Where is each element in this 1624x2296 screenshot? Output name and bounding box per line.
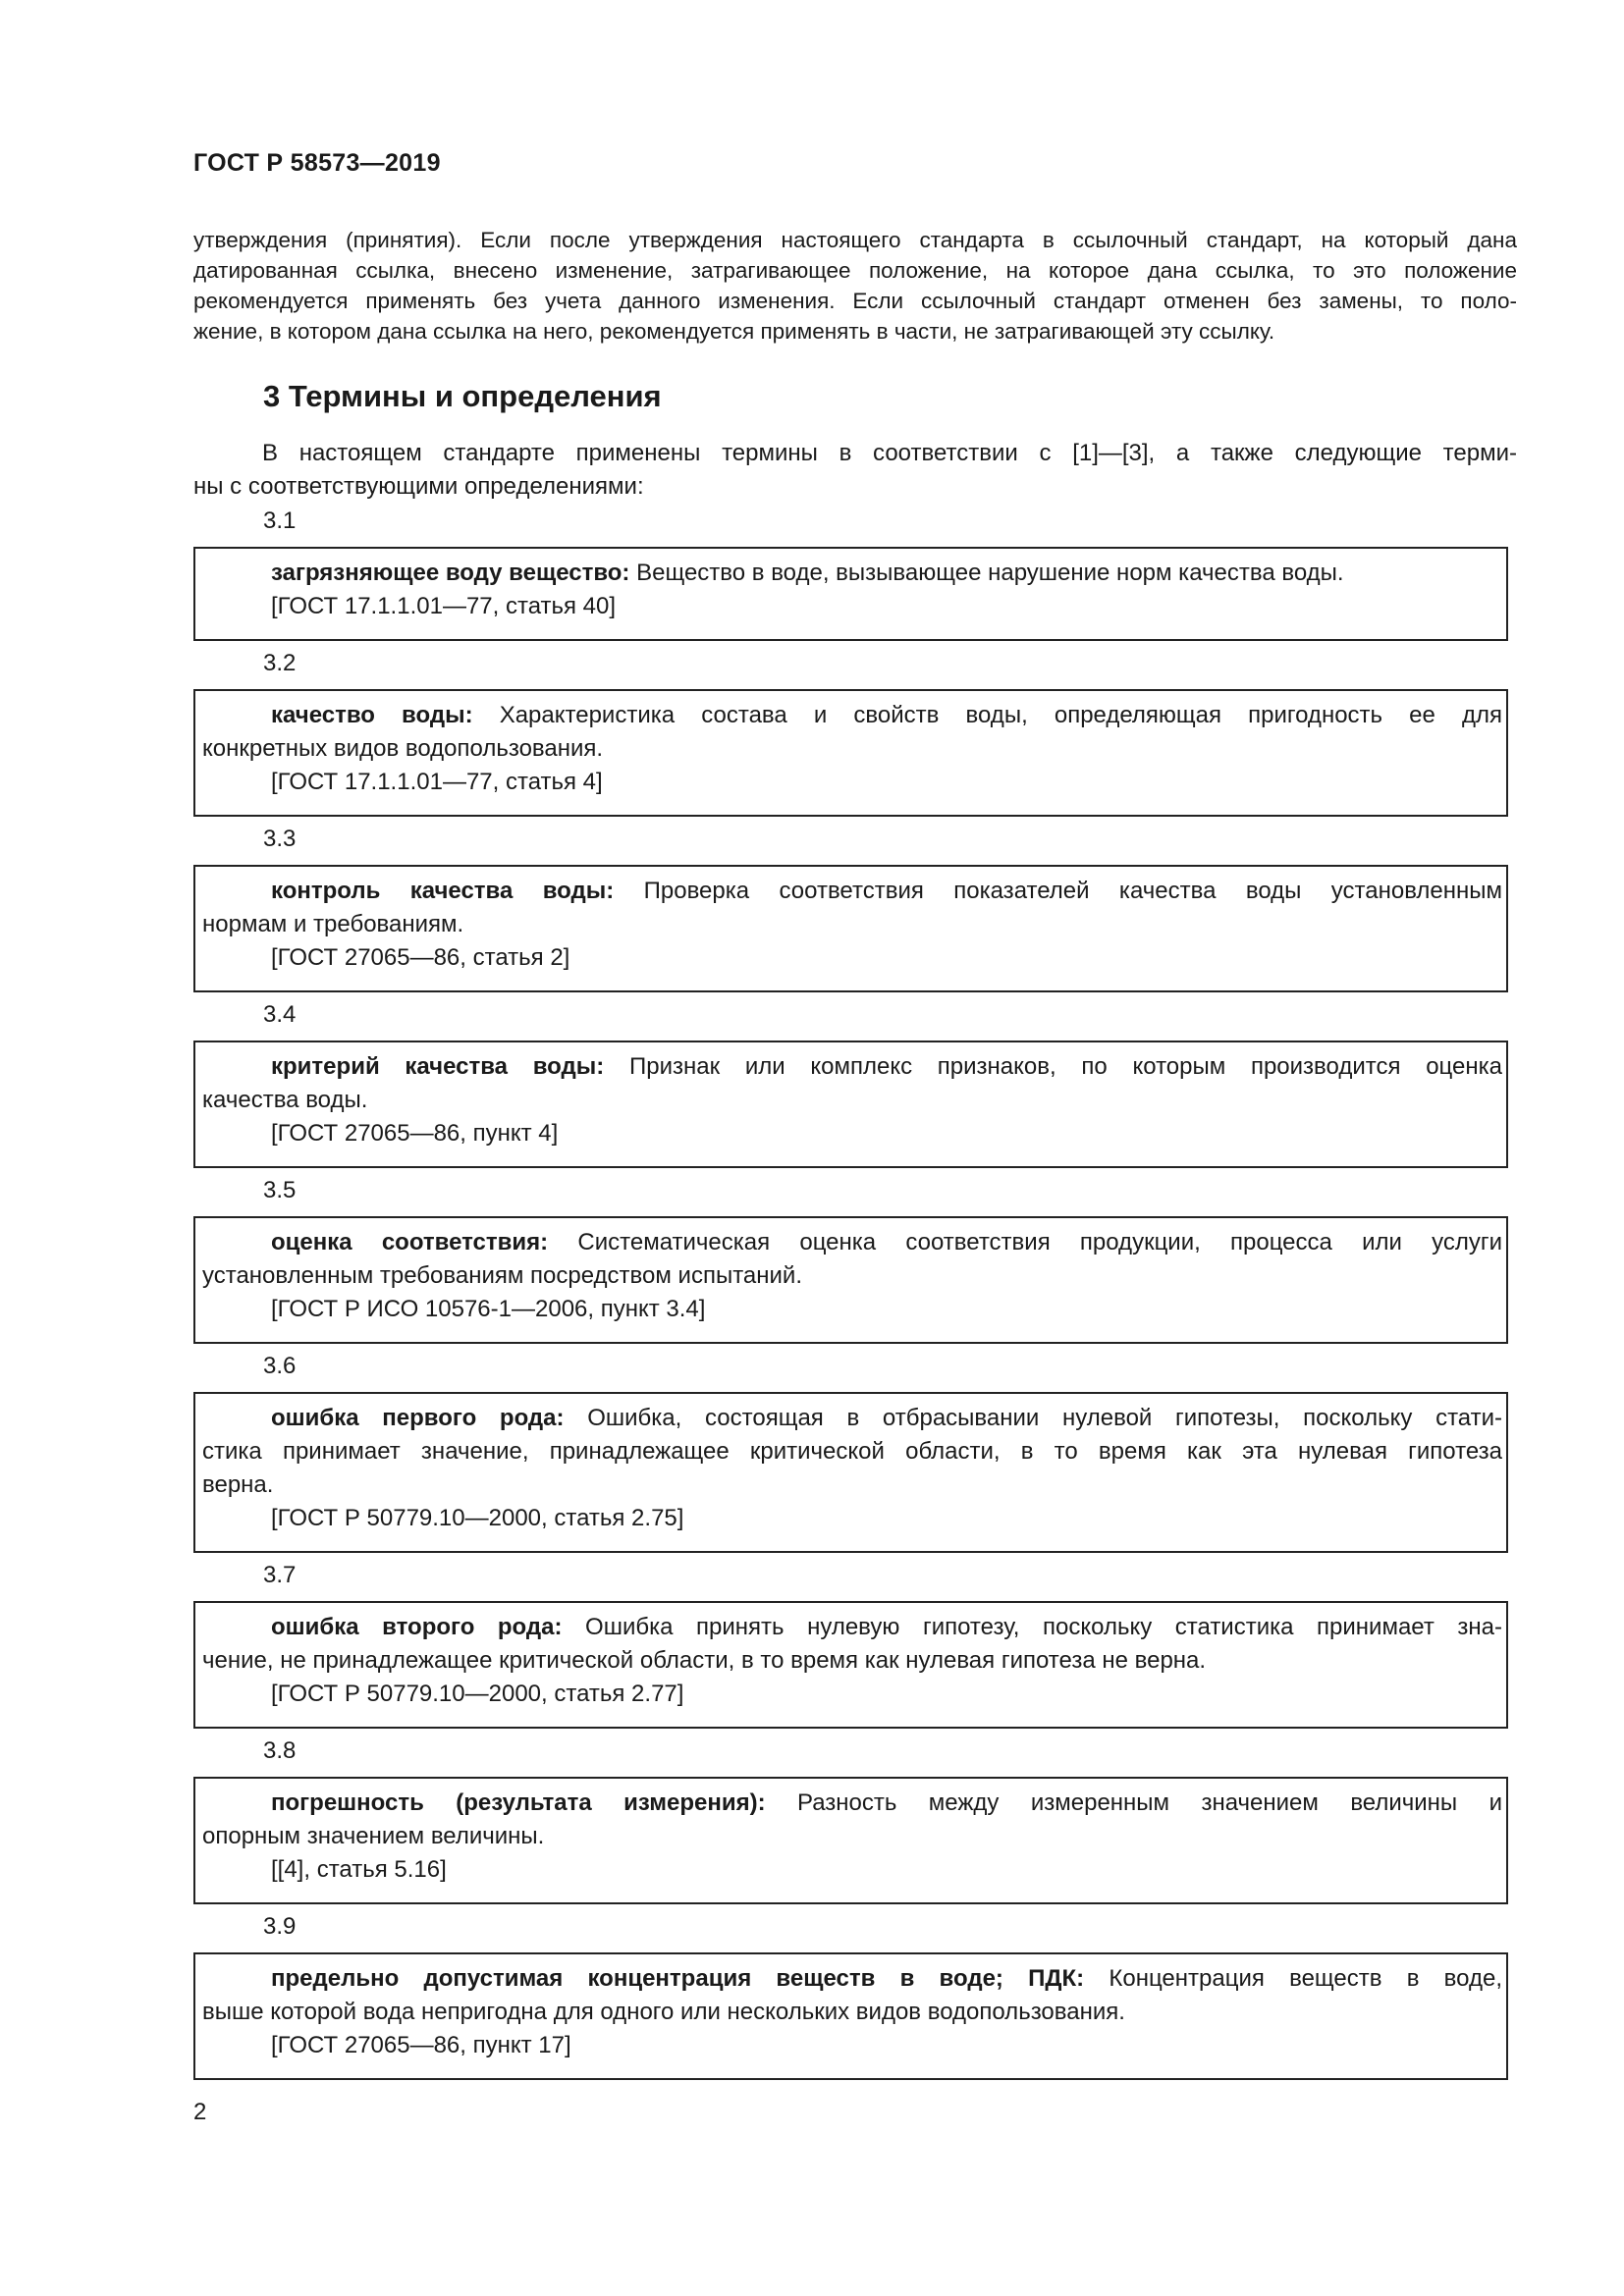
term-name: качество воды: xyxy=(271,702,473,728)
definition-line xyxy=(202,1050,1502,1084)
term-source: [ГОСТ Р 50779.10—2000, статья 2.75] xyxy=(271,1505,684,1531)
document-header-id: ГОСТ Р 58573—2019 xyxy=(193,149,441,177)
definition-line xyxy=(202,875,1502,908)
text-line: жение, в котором дана ссылка на него, рекомендуется применять в части, не затрагивающей эту ссылку. xyxy=(193,319,1275,344)
definition-line: верна. xyxy=(202,1471,274,1498)
term-definition-box xyxy=(193,547,1508,641)
term-number: 3.4 xyxy=(263,1001,297,1028)
definition-text: Ошибка принять нулевую гипотезу, поскольку статистика принимает зна- xyxy=(562,1614,1502,1640)
carryover-paragraph xyxy=(193,225,1517,347)
term-source: [[4], статья 5.16] xyxy=(271,1856,447,1883)
term-name: критерий качества воды: xyxy=(271,1053,605,1080)
term-definition-box xyxy=(193,865,1508,992)
term-name: загрязняющее воду вещество: xyxy=(271,560,630,586)
term-number: 3.6 xyxy=(263,1353,297,1379)
term-definition-box xyxy=(193,1392,1508,1553)
definition-line: стика принимает значение, принадлежащее критической области, в то время как эта нулевая гипотеза xyxy=(202,1438,1502,1465)
term-source: [ГОСТ 27065—86, статья 2] xyxy=(271,944,570,971)
definition-text: Ошибка, состоящая в отбрасывании нулевой гипотезы, поскольку стати- xyxy=(564,1405,1502,1431)
term-number: 3.9 xyxy=(263,1913,297,1940)
definition-line xyxy=(202,1962,1502,1996)
term-name: предельно допустимая концентрация веществ в воде; xyxy=(271,1965,1003,1992)
term-source: [ГОСТ 27065—86, пункт 4] xyxy=(271,1120,559,1147)
term-number: 3.3 xyxy=(263,826,297,852)
definition-text: Признак или комплекс признаков, по которым производится оценка xyxy=(604,1053,1503,1080)
definition-line xyxy=(202,1787,1502,1820)
definition-text: Разность между измеренным значением величины и xyxy=(765,1789,1502,1816)
text-line: рекомендуется применять без учета данного изменения. Если ссылочный стандарт отменен без замены, то поло- xyxy=(193,289,1517,313)
term-name: оценка соответствия: xyxy=(271,1229,549,1255)
definition-text: Систематическая оценка соответствия продукции, процесса или услуги xyxy=(548,1229,1502,1255)
term-source: [ГОСТ Р ИСО 10576-1—2006, пункт 3.4] xyxy=(271,1296,706,1322)
term-source: [ГОСТ 27065—86, пункт 17] xyxy=(271,2032,571,2058)
section-title: 3 Термины и определения xyxy=(263,379,662,413)
term-name: контроль качества воды: xyxy=(271,878,615,904)
definition-line xyxy=(202,1611,1502,1644)
definition-line xyxy=(202,1226,1502,1259)
term-number: 3.2 xyxy=(263,650,297,676)
definition-line: качества воды. xyxy=(202,1087,368,1113)
term-definition-box xyxy=(193,1952,1508,2080)
definition-line: нормам и требованиям. xyxy=(202,911,464,937)
term-name: ошибка второго рода: xyxy=(271,1614,563,1640)
page-number: 2 xyxy=(193,2099,207,2125)
term-name: ошибка первого рода: xyxy=(271,1405,565,1431)
definition-line: выше которой вода непригодна для одного или нескольких видов водопользования. xyxy=(202,1999,1125,2025)
text-line: В настоящем стандарте применены термины в соответствии с [1]—[3], а также следующие терми- xyxy=(262,440,1517,466)
definition-line: опорным значением величины. xyxy=(202,1823,545,1849)
term-source: [ГОСТ Р 50779.10—2000, статья 2.77] xyxy=(271,1681,684,1707)
term-number: 3.8 xyxy=(263,1737,297,1764)
definition-line xyxy=(202,557,1502,590)
definition-line: установленным требованиям посредством испытаний. xyxy=(202,1262,803,1289)
intro-paragraph xyxy=(193,437,1517,504)
term-definition-box xyxy=(193,1216,1508,1344)
term-definition-box xyxy=(193,1041,1508,1168)
term-definition-box xyxy=(193,689,1508,817)
definition-line: конкретных видов водопользования. xyxy=(202,735,604,762)
term-number: 3.1 xyxy=(263,507,297,534)
term-name: погрешность (результата измерения): xyxy=(271,1789,766,1816)
term-source: [ГОСТ 17.1.1.01—77, статья 40] xyxy=(271,593,617,619)
term-definition-box xyxy=(193,1601,1508,1729)
definition-line xyxy=(202,699,1502,732)
definition-text: Характеристика состава и свойств воды, определяющая пригодность ее для xyxy=(472,702,1502,728)
text-line: утверждения (принятия). Если после утверждения настоящего стандарта в ссылочный стандарт, на который дана xyxy=(193,228,1517,252)
term-number: 3.5 xyxy=(263,1177,297,1203)
text-line: датированная ссылка, внесено изменение, затрагивающее положение, на которое дана ссылка, то это положение xyxy=(193,258,1517,283)
definition-text: Проверка соответствия показателей качества воды установленным xyxy=(614,878,1503,904)
definition-line xyxy=(202,1402,1502,1435)
definition-line: чение, не принадлежащее критической области, в то время как нулевая гипотеза не верна. xyxy=(202,1647,1207,1674)
term-number: 3.7 xyxy=(263,1562,297,1588)
term-source: [ГОСТ 17.1.1.01—77, статья 4] xyxy=(271,769,603,795)
definition-text: Вещество в воде, вызывающее нарушение норм качества воды. xyxy=(629,560,1344,586)
definition-text: Концентрация веществ в воде, xyxy=(1084,1965,1503,1992)
term-definition-box xyxy=(193,1777,1508,1904)
text-line: ны с соответствующими определениями: xyxy=(193,473,644,500)
term-abbreviation: ПДК: xyxy=(1002,1965,1085,1992)
